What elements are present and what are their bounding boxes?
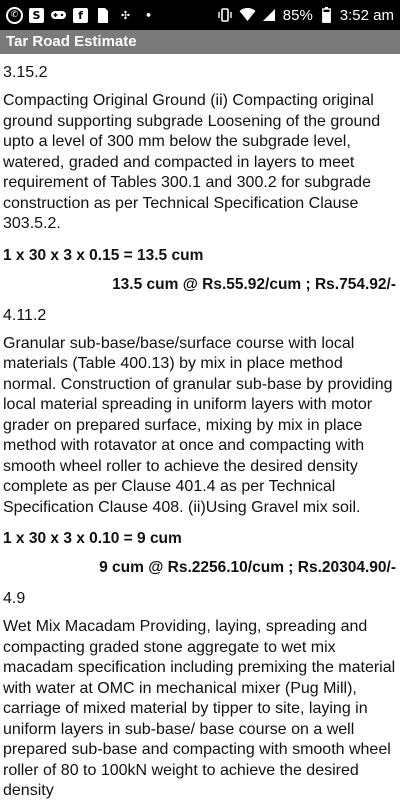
app-title-bar — [0, 30, 400, 54]
app-title: Tar Road Estimate — [6, 33, 137, 50]
estimate-item — [3, 588, 396, 800]
pinwheel-icon: ✣ — [120, 8, 131, 22]
item-rate-amount: 9 cum @ Rs.2256.10/cum ; Rs.20304.90/- — [99, 559, 396, 576]
facebook-icon: f — [73, 8, 88, 23]
item-description: Granular sub-base/base/surface course with local materials (Table 400.13) by mix in place method normal. Construction of granular sub-base by providing local material spreading in uniform layers with motor grader on prepared surface, mixing by mix in place method with rotavator at once and compacting with smooth wheel roller to achieve the desired density complete as per Clause 401.4 as per Technical Specification Clause 408. (ii)Using Gravel mix soil. — [3, 334, 393, 516]
notification-icons — [6, 7, 157, 24]
item-description: Wet Mix Macadam Providing, laying, spreading and compacting graded stone aggregate to wet mix macadam specification including premixing the material with water at OMC in mechanical mixer (Pug Mill), carriage of mixed material by tipper to site, laying in uniform layers in sub-base/ base course on a well prepared sub-base and compacting with smooth wheel roller of 80 to 100kN weight to achieve the desired density — [3, 618, 396, 799]
signal-icon — [261, 7, 278, 24]
status-bar — [0, 0, 400, 30]
estimate-item — [3, 305, 396, 579]
estimate-item — [3, 62, 396, 295]
wifi-icon — [239, 7, 256, 24]
item-rate-amount: 13.5 cum @ Rs.55.92/cum ; Rs.754.92/- — [112, 275, 396, 293]
skype-icon: S — [29, 8, 44, 23]
whatsapp-icon: ✆ — [6, 7, 23, 24]
item-quantity-formula: 1 x 30 x 3 x 0.10 = 9 cum — [3, 530, 182, 547]
vibrate-icon — [217, 7, 234, 24]
item-quantity-formula: 1 x 30 x 3 x 0.15 = 13.5 cum — [3, 246, 204, 264]
item-code: 4.9 — [3, 590, 26, 607]
file-icon — [94, 7, 111, 24]
battery-icon — [318, 7, 335, 24]
estimate-content[interactable] — [0, 54, 400, 800]
more-dots-icon: • — [144, 8, 153, 22]
item-description: Compacting Original Ground (ii) Compacting original ground supporting subgrade Loosening of the ground upto a level of 300 mm below the subgrade level, watered, graded and compacted in layers to meet requirement of Tables 300.1 and 300.2 for subgrade construction as per Technical Specification Clause 303.5.2. — [3, 92, 381, 232]
item-code: 4.11.2 — [3, 306, 47, 324]
system-status — [217, 7, 394, 24]
clock: 3:52 am — [339, 6, 394, 24]
item-code: 3.15.2 — [3, 64, 48, 81]
game-controller-icon — [50, 7, 67, 24]
battery-percent: 85% — [282, 6, 313, 24]
